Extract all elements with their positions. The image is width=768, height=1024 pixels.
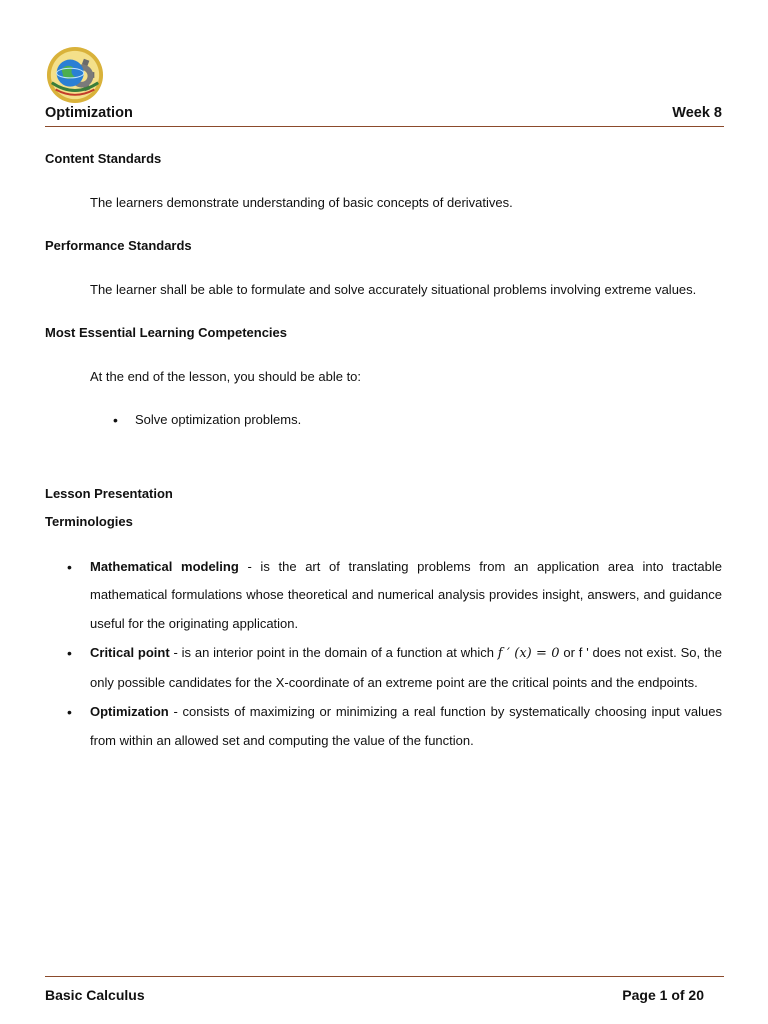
performance-standards-text: The learner shall be able to formulate and solve accurately situational problems involving extreme values. [90,281,697,297]
list-item [45,639,722,697]
term-definition: - is the art of translating problems from an application area into tractable mathematical formulations whose theoretical and numerical analysis provides insight, answers, and guidance useful for the originating application. [90,558,722,631]
bullet-icon: • [67,645,72,661]
page-number: Page 1 of 20 [622,987,704,1003]
bullet-icon: • [67,704,72,720]
page-header [45,104,724,127]
content-standards-text: The learners demonstrate understanding of basic concepts of derivatives. [90,194,513,210]
term-definition: - is an interior point in the domain of a function at which [169,645,498,660]
page-content [45,145,722,755]
bullet-icon: • [113,412,118,428]
objective-list [45,406,722,435]
list-item [45,698,722,755]
lesson-presentation-heading: Lesson Presentation [45,485,173,501]
term-name: Optimization [90,704,169,719]
objective-text: Solve optimization problems. [135,412,302,427]
melc-intro: At the end of the lesson, you should be able to: [90,368,362,384]
document-title: Optimization [45,105,133,121]
week-label: Week 8 [672,105,722,121]
list-item [45,406,722,435]
list-item [45,553,722,639]
melc-heading: Most Essential Learning Competencies [45,325,288,340]
term-name: Mathematical modeling [90,558,239,574]
bullet-icon: • [67,558,72,575]
subject-label: Basic Calculus [45,987,145,1003]
term-name: Critical point [90,645,170,660]
derivative-formula: f ′ (x) = 0 [497,646,560,661]
term-definition: - consists of maximizing or minimizing a real function by systematically choosing input values from within an allowed set and computing the value of the function. [90,704,722,748]
performance-standards-heading: Performance Standards [45,238,192,253]
content-standards-heading: Content Standards [45,151,162,166]
term-definition-continued: or f ' does not exist. So, the only possible candidates for the X-coordinate of an extreme point are the critical points and the endpoints. [90,645,722,690]
page-footer [45,976,724,1003]
terminology-list [45,553,722,756]
school-seal-logo [46,46,104,104]
terminologies-heading: Terminologies [45,514,133,529]
